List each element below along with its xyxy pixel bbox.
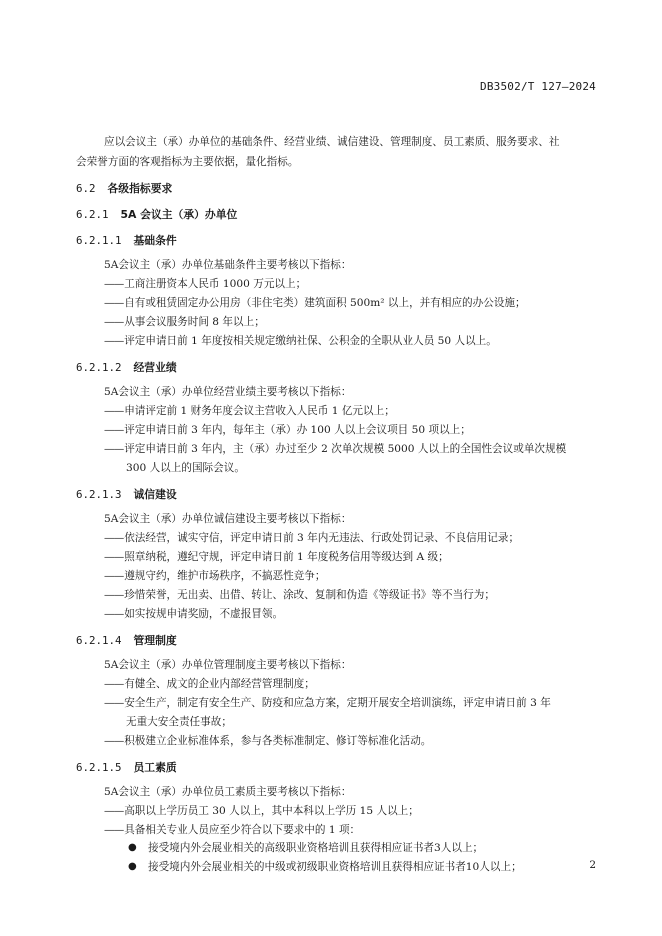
paragraph-lead: 5A会议主（承）办单位诚信建设主要考核以下指标： (104, 513, 352, 525)
paragraph-lead: 5A会议主（承）办单位基础条件主要考核以下指标： (104, 259, 352, 271)
section-heading-6-2-1 (76, 207, 237, 222)
list-item: ——高职以上学历员工 30 人以上，其中本科以上学历 15 人以上； (104, 805, 419, 817)
list-item: ——遵规守约，维护市场秩序，不搞恶性竞争； (104, 570, 326, 582)
section-number: 6.2.1.3 (76, 488, 122, 501)
list-item: ——照章纳税，遵纪守规，评定申请日前 1 年度税务信用等级达到 A 级； (104, 551, 449, 563)
section-heading-6-2-1-1 (76, 233, 177, 248)
section-title: 诚信建设 (133, 488, 177, 501)
section-heading-6-2-1-2 (76, 360, 177, 375)
page-number: 2 (589, 859, 596, 871)
section-number: 6.2 (76, 182, 96, 195)
bullet-item: 接受境内外会展业相关的中级或初级职业资格培训且获得相应证书者10人以上； (148, 861, 522, 873)
list-item: ——评定申请日前 3 年内，主（承）办过至少 2 次单次规模 5000 人以上的全国性会议或单次规模 (104, 443, 567, 455)
section-title: 员工素质 (133, 761, 177, 774)
section-title: 经营业绩 (133, 361, 177, 374)
list-item: ——依法经营，诚实守信，评定申请日前 3 年内无违法、行政处罚记录、不良信用记录； (104, 532, 520, 544)
bullet-item: 接受境内外会展业相关的高级职业资格培训且获得相应证书者3人以上； (148, 842, 484, 854)
list-item: ——评定申请日前 3 年内，每年主（承）办 100 人以上会议项目 50 项以上； (104, 424, 471, 436)
list-item: ——安全生产，制定有安全生产、防疫和应急方案，定期开展安全培训演练，评定申请日前 3 年 (104, 697, 551, 709)
section-heading-6-2 (76, 181, 172, 196)
section-heading-6-2-1-5 (76, 760, 177, 775)
paragraph-lead: 5A会议主（承）办单位经营业绩主要考核以下指标： (104, 386, 352, 398)
bullet-icon: ● (128, 842, 137, 853)
paragraph-lead: 5A会议主（承）办单位员工素质主要考核以下指标： (104, 786, 352, 798)
list-item: ——申请评定前 1 财务年度会议主营收入人民币 1 亿元以上； (104, 405, 395, 417)
section-title: 管理制度 (133, 634, 177, 647)
list-item-continuation: 300 人以上的国际会议。 (126, 462, 245, 474)
section-number: 6.2.1 (76, 208, 109, 221)
document-code: DB3502/T 127—2024 (480, 80, 596, 93)
paragraph-lead: 5A会议主（承）办单位管理制度主要考核以下指标： (104, 659, 352, 671)
list-item: ——如实按规申请奖励，不虚报冒领。 (104, 608, 284, 620)
list-item: ——有健全、成文的企业内部经营管理制度； (104, 678, 315, 690)
list-item: ——积极建立企业标准体系，参与各类标准制定、修订等标准化活动。 (104, 735, 432, 747)
list-item: ——具备相关专业人员应至少符合以下要求中的 1 项： (104, 824, 361, 836)
section-number: 6.2.1.5 (76, 761, 122, 774)
list-item: ——从事会议服务时间 8 年以上； (104, 316, 265, 328)
section-number: 6.2.1.1 (76, 234, 122, 247)
section-heading-6-2-1-4 (76, 633, 177, 648)
section-number: 6.2.1.4 (76, 634, 122, 647)
list-item: ——自有或租赁固定办公用房（非住宅类）建筑面积 500m² 以上，并有相应的办公设施； (104, 297, 526, 309)
bullet-icon: ● (128, 861, 137, 872)
list-item: ——工商注册资本人民币 1000 万元以上； (104, 278, 307, 290)
section-heading-6-2-1-3 (76, 487, 177, 502)
list-item-continuation: 无重大安全责任事故； (126, 716, 232, 728)
intro-line-2: 会荣誉方面的客观指标为主要依据，量化指标。 (76, 156, 299, 168)
section-title: 各级指标要求 (107, 182, 173, 195)
list-item: ——珍惜荣誉，无出卖、出借、转让、涂改、复制和伪造《等级证书》等不当行为； (104, 589, 495, 601)
list-item: ——评定申请日前 1 年度按相关规定缴纳社保、公积金的全职从业人员 50 人以上。 (104, 335, 497, 347)
intro-line-1: 应以会议主（承）办单位的基础条件、经营业绩、诚信建设、管理制度、员工素质、服务要求、社 (104, 136, 560, 148)
section-title: 基础条件 (133, 234, 177, 247)
section-number: 6.2.1.2 (76, 361, 122, 374)
section-title: 5A 会议主（承）办单位 (120, 208, 238, 221)
